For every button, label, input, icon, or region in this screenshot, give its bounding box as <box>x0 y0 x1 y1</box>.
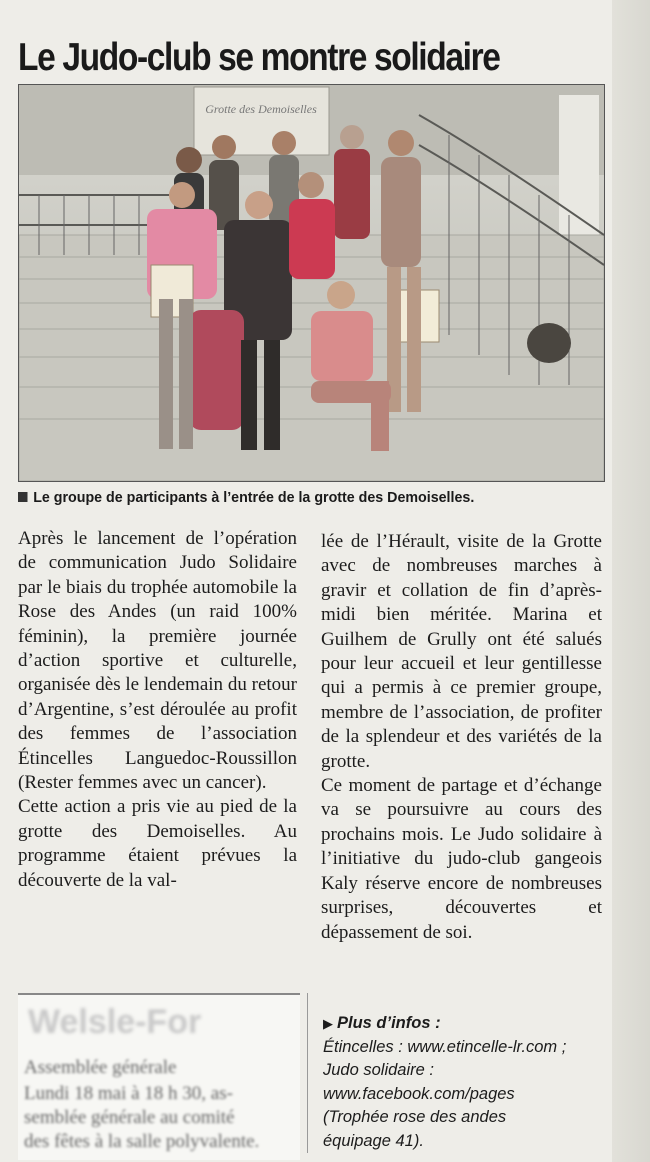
obscured-sidebar-title: Welsle-For <box>28 1003 202 1041</box>
article-paragraph-2-start: Cette action a pris vie au pied de la grotte des Demoiselles. Au programme étaient prévues la découverte de la val- <box>18 796 297 891</box>
article-paragraph-1: Après le lancement de l’opération de communication Judo Solidaire par le biais du trophée automobile la Rose des Andes (un raid 100% féminin), la première journée d’action sportive et culturelle, organisée dès le lendemain du retour d’Argentine, s’est déroulée au profit des femmes de l’association Étincelles Languedoc-Roussillon (Rester femmes avec un cancer). <box>18 528 297 794</box>
photo-caption <box>18 486 607 510</box>
obscured-sidebar-line: des fêtes à la salle polyvalente. <box>24 1131 260 1152</box>
article-column-right <box>321 530 602 945</box>
group-photo-illustration <box>19 85 604 481</box>
obscured-sidebar-line: semblée générale au comité <box>24 1107 235 1128</box>
plus-infos-link: www.facebook.com/pages <box>323 1084 515 1103</box>
plus-infos-line: Judo solidaire : <box>323 1061 434 1079</box>
triangle-bullet-icon: ▶ <box>323 1016 333 1031</box>
caption-square-icon <box>18 492 28 502</box>
cave-sign: Grotte des Demoiselles <box>205 102 317 116</box>
obscured-sidebar <box>18 993 300 1160</box>
obscured-sidebar-line: Assemblée générale <box>24 1057 177 1078</box>
plus-infos-box <box>323 1012 603 1153</box>
plus-infos-line: (Trophée rose des andes <box>323 1108 507 1126</box>
article-paragraph-3: Ce moment de partage et d’échange va se poursuivre au cours des prochains mois. Le Judo solidaire à l’initiative du judo-club gangeois Kaly réserve encore de nombreuses surprises, découvertes et dépassement de soi. <box>321 775 602 943</box>
article-headline: Le Judo-club se montre solidaire <box>18 36 500 79</box>
plus-infos-heading: Plus d’infos : <box>337 1014 441 1032</box>
column-divider <box>307 993 308 1153</box>
plus-infos-line: équipage 41). <box>323 1131 424 1150</box>
plus-infos-line: Étincelles : www.etincelle-lr.com ; <box>323 1037 567 1056</box>
group-photo <box>18 84 605 482</box>
photo-caption-text: Le groupe de participants à l’entrée de la grotte des Demoiselles. <box>33 489 475 506</box>
page-edge-strip <box>612 0 650 1162</box>
obscured-sidebar-line: Lundi 18 mai à 18 h 30, as- <box>24 1083 233 1104</box>
article-column-left <box>18 527 297 893</box>
article-paragraph-2-end: lée de l’Hérault, visite de la Grotte avec de nombreuses marches à gravir et collation de fin d’après-midi bien méritée. Marina et Guilhem de Grully ont été salués pour leur accueil et leur gentillesse qui a permis à ce premier groupe, membre de l’association, de profiter de la splendeur et des variétés de la grotte. <box>321 531 602 772</box>
